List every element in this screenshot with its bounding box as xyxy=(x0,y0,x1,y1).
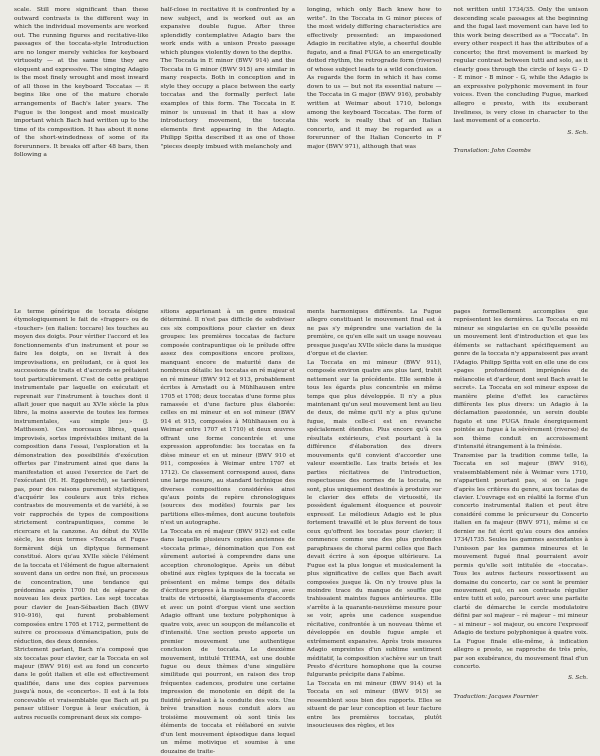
english-column-2-text: half-close in recitative it is confronted by a new subject, and is worked out as an expansive double fugue. After three splendidly contemplative Adagio bars the work ends with a unison Presto passage which plunges violently down to the depths. The Toccata in E minor (BWV 914) and the Toccata in G minor (BWV 915) are similar in many respects. Both in conception and in style they occupy a place between the early toccatas and the formally perfect late examples of this form. The Toccata in E minor is unusual in that it has a slow introductory movement, the toccata elements first appearing in the Adagio. Philipp Spitta described it as one of those "pieces deeply imbued with melancholy and xyxy=(160,7,295,150)
french-signature: S. Sch. xyxy=(568,675,588,682)
english-column-4 xyxy=(454,6,589,302)
french-column-2-text: sitions appartenant à un genre musical déterminé. Il n'est pas difficile de subdiviser ces six compositions pour clavier en deux groupes: les premières toccatas de facture composée contrapuntique où le prélude offre assez des compositions encore prolixes, manquant encore de maturité dans de nombreux détails: les toccatas en ré majeur et en ré mineur (BWV 912 et 913, probablement écrites à Arnstadt ou à Mühlhausen entre 1705 et 1708; deux toccatas d'une forme plus ramassée et d'une facture plus élaborée: celles en mi mineur et en sol mineur (BWV 914 et 915, composées à Mühlhausen ou à Weimar entre 1707 et 1710) et deux œuvres offrant une forme concentrée et une expression approfondie: les toccatas en fa dièse mineur et en ut mineur (BWV 910 et 911, composées à Weimar entre 1707 et 1712). Ce classement correspond aussi, dans une large mesure, au standard technique des diverses compositions considérées ainsi qu'aux points de repère chronologiques (sources des modèles) fournis par les partitions elles-mêmes, dont aucune toutefois n'est un autographe. La Toccata en ré majeur (BWV 912) est celle dans laquelle plusieurs copies anciennes de «toccata prima», dénomination que l'on est sûrement autorisé à comprendre dans une acception chronologique. Après un début obstiné aux règles typiques de la toccata se présentent en même temps des détails d'écriture propres à la musique d'orgue, avec traits de virtuosité, élargissements d'accords et avec un point d'orgue vient une section Adagio offrant une texture polyphonique à quatre voix, avec un soupçon de mélancolie et d'intensité. Une section presto apporte un premier mouvement une authentique conclusion de toccata. Le deuxième mouvement, intitulé THEMA, est une double fugue ou deux thèmes d'une singulière similitude qui pourront, en raison des trop fréquentes cadences, produire une certaine impression de monotonie en dépit de la fluidité prévalant à la conduite des voix. Une brève transition nous conduit alors au troisième mouvement où sont tirés les éléments de toccata et réélaboré en suivie d'un lent mouvement épisodique dans lequel un même motivique et soumise à une douzaine de traite- xyxy=(160,309,295,755)
french-column-3-text: ments harmoniques différents. La Fugue allegro constituant le mouvement final est à ne pas s'y méprendre une variation de la première, ce qu'en elle sait un usage nouveau presque jusqu'au XVIIe siècle dans la musique d'orgue et de clavier. La Toccata en mi mineur (BWV 911), composée environ quatre ans plus tard, trahit nettement sur la précédente. Elle semble à tous les égards plus concentrée en même temps que plus développée. Il n'y a plus maintenant qu'un seul mouvement lent au lieu de deux, de même qu'il n'y a plus qu'une fugue, mais celle-ci est en revanche spécialement étendue. Plus encore qu'à ces résultats extérieurs, c'est pourtant à la différence d'élaboration des divers mouvements qu'il convient d'accorder une valeur essentielle. Les traits brisés et les parties récitatives de l'introduction, respectueuse des normes de la toccata, ne sont, plus uniquement destinés à produire sur le clavier des effets de virtuosité, ils possèdent également éloquence et pouvoir expressif. Le mélodieux Adagio est le plus fortement travaillé et le plus fervent de tous ceux qu'offrent les toccatas pour clavier; il commence comme une des plus profondes paraphrases de choral parmi celles que Bach devait écrire à son époque ultérieure. La Fugue est la plus longue et musicalement la plus significative de celles que Bach avait composées jusque là. On n'y trouve plus la moindre trace du manque de souffle que trahissaient maintes fugues antérieures. Elle s'arrête à la quarante-neuvième mesure pour se voir, après une cadence suspendue récitative, confrontée à un nouveau thème et développée en double fugue ample et extrêmement expansive. Après trois mesures Adagio empreintes d'un sublime sentiment méditatif, la composition s'achève sur un trait Presto d'écriture homophone que la course fulgurante précipite dans l'abîme. La Toccata en mi mineur (BWV 914) et la Toccata en sol mineur (BWV 915) se ressemblent sous bien des rapports. Elles se situent de par leur conception et leur facture entre les premières toccatas, plutôt insoucieuses des règles, et les xyxy=(307,309,442,730)
french-column-3 xyxy=(307,308,442,730)
english-column-4-text: not written until 1734/35. Only the unison descending scale passages at the beginning and the fugal last movement can have led to this work being described as a "Toccata". In every other respect it has the attributes of a concerto; the first movement is marked by regular contrast between tutti and solo, as it clearly goes through the circle of keys G - D - E minor - B minor - G, while the Adagio is an expressive polyphonic movement in four voices. Even the concluding Fugue, marked allegro e presto, with its exuberant liveliness, is very close in character to the last movement of a concerto. xyxy=(453,7,588,125)
french-translation-credit: Traduction: Jacques Fournier xyxy=(453,693,539,700)
french-column-1 xyxy=(14,308,149,721)
french-column-4 xyxy=(453,308,589,700)
english-column-3 xyxy=(307,6,442,302)
english-column-2 xyxy=(161,6,296,302)
french-column-2 xyxy=(160,308,296,755)
english-column-1 xyxy=(14,6,149,302)
french-text-section xyxy=(14,308,588,755)
french-column-1-text: Le terme générique de toccata désigne étymologiquement le fait de «frapper» ou de «toucher» (en italien: toccare) les touches au moyen des doigts. Pour vérifier l'accord et les fonctionnements d'un instrument et pour se faire les doigts, on se livrait à des improvisations, en préludant, ce à quoi les successions de traits et d'accords se prêtaient tout particulièrement. C'est de cette pratique instrumentale par laquelle on exécutait et reprenait sur l'instrument à touches dont il allait jouer que naquit au XVIe siècle la plus libre, la moins asservie de toutes les formes instrumentales, «au simple jeu» (J. Mattheson). Ces morceaux libres, quasi improvisés, sortes imprévisibles imitant de la composition dans l'essai, l'exploration et la démonstration des possibilités d'exécution offertes par l'instrument ainsi que dans la manifestation et aussi l'exercice de l'art de l'exécutant (H. H. Eggebrecht), se tardèrent pas, pour des raisons purement stylistiques, d'acquérir les couleurs aux très riches contrastes de mouvements et de variété, à se voir rapprochés de types de compositions strictement contrapuntiques, comme le ricercare et la canzone. Au début du XVIIe siècle, les deux termes «Toccata et Fuga» formèrent déjà un diptyque fermement constitué. Alors qu'au XVIIe siècle l'élément de la toccata et l'élément de fugue alternaient souvent dans un ordre non fixé, un processus de concentration, une tendance qui prédomina après 1700 fut de séparer de nouveau les deux parties. Les sept toccatas pour clavier de Jean-Sébastien Bach (BWV 910–916), qui furent probablement composées entre 1705 et 1712, permettent de suivre ce processus d'émancipation, puis de réduction, des deux données. Strictement parlant, Bach n'a composé que six toccatas pour clavier, car la Toccata en sol majeur (BWV 916) est au fond un concerto dans le goût italien et elle est effectivement qualifiée, dans une des copies parvenues jusqu'à nous, de «concerto». Il est à la fois concevable et vraisemblable que Bach ait pu penser utiliser l'orgue à leur exécution, à autres recueils comprenant deux six compo- xyxy=(14,309,149,721)
english-signature: S. Sch. xyxy=(567,129,588,136)
english-text-section xyxy=(14,6,588,302)
english-column-1-text: scale. Still more significant than these outward contrasts is the different way in which the individual movements are worked out. The running figures and recitative-like passages of the toccata-style Introduction are no longer merely vehicles for keyboard virtuosity — at the same time they are eloquent and expressive. The singing Adagio is the most finely wrought and most inward of all those in the keyboard Toccatas — it begins like one of the mature chorale arrangements of Bach's later years. The Fugue is the longest and most musically important which Bach had written up to the time of its composition. It has about it none of the short-windedness of some of its forerunners. It breaks off after 48 bars, then following a xyxy=(14,7,149,159)
english-column-3-text: longing, which only Bach knew how to write". In the Toccata in G minor pieces of the most widely differing characteristics are effectively presented: an impassioned Adagio in recitative style, a cheerful double fugato, and a final FUGA to an energetically dotted rhythm, the retrograde form (riverso) of whose subject leads to a wild conclusion. As regards the form in which it has come down to us — but not its essential nature — the Toccata in G major (BWV 916), probably written at Weimar about 1710, belongs among the keyboard Toccatas. The form of this work is really that of an Italian concerto, and it may be regarded as a forerunner of the Italian Concerto in F major (BWV 971), although that was xyxy=(307,7,442,150)
french-column-4-text: pages formellement accomplies que représentent les dernières. La Toccata en mi mineur se singularise en ce qu'elle possède un mouvement lent d'introduction et que les éléments se rattachant spécifiquement au genre de la toccata n'y apparaissent pas avant l'Adagio. Philipp Spitta voit en elle une de ces «pages profondément imprégnées de mélancolie et d'ardeur, dont seul Bach avait le secret». La Toccata en sol mineur expose de manière pleine d'effet les caractères différents les plus divers: un Adagio à la déclamation passionnée, un serein double fugato et une FUGA finale énergiquement pointée au fugue à la sévèrement (riverso) de son thème conduit en accroissement d'intensité étrangement à la frénésie. Transmise par la tradition comme telle, la Toccata en sol majeur (BWV 916), vraisemblablement née à Weimar vers 1710, n'appartient pourtant pas, si on la juge d'après les critères du genre, aux toccatas de clavier. L'ouvrage est en réalité la forme d'un concerto instrumental italien et peut être considéré comme le précurseur du Concerto italien en fa majeur (BWV 971), même si ce dernier ne fut écrit qu'au cours des années 1734/1735. Seules les gammes ascendantes à l'unisson par les gammes mineures et le mouvement fugué final pourraient avoir permis qu'elle soit intitulée de «toccata». Tous les autres facteurs ressortissent au domaine du concerto, car ce sont le premier mouvement qui, en son contraste régulier entre tutti et solo, parcourt avec une parfaite clarté de démarche le cercle modulatoire défini par sol majeur – ré majeur – mi mineur – si mineur – sol majeur, ou encore l'expressif Adagio de texture polyphonique à quatre voix. La Fugue finale elle-même, à indication allegro e presto, se rapproche de très près, par son exubérance, du mouvement final d'un concerto. xyxy=(453,309,588,671)
english-translation-credit: Translation: John Coombs xyxy=(453,148,531,155)
